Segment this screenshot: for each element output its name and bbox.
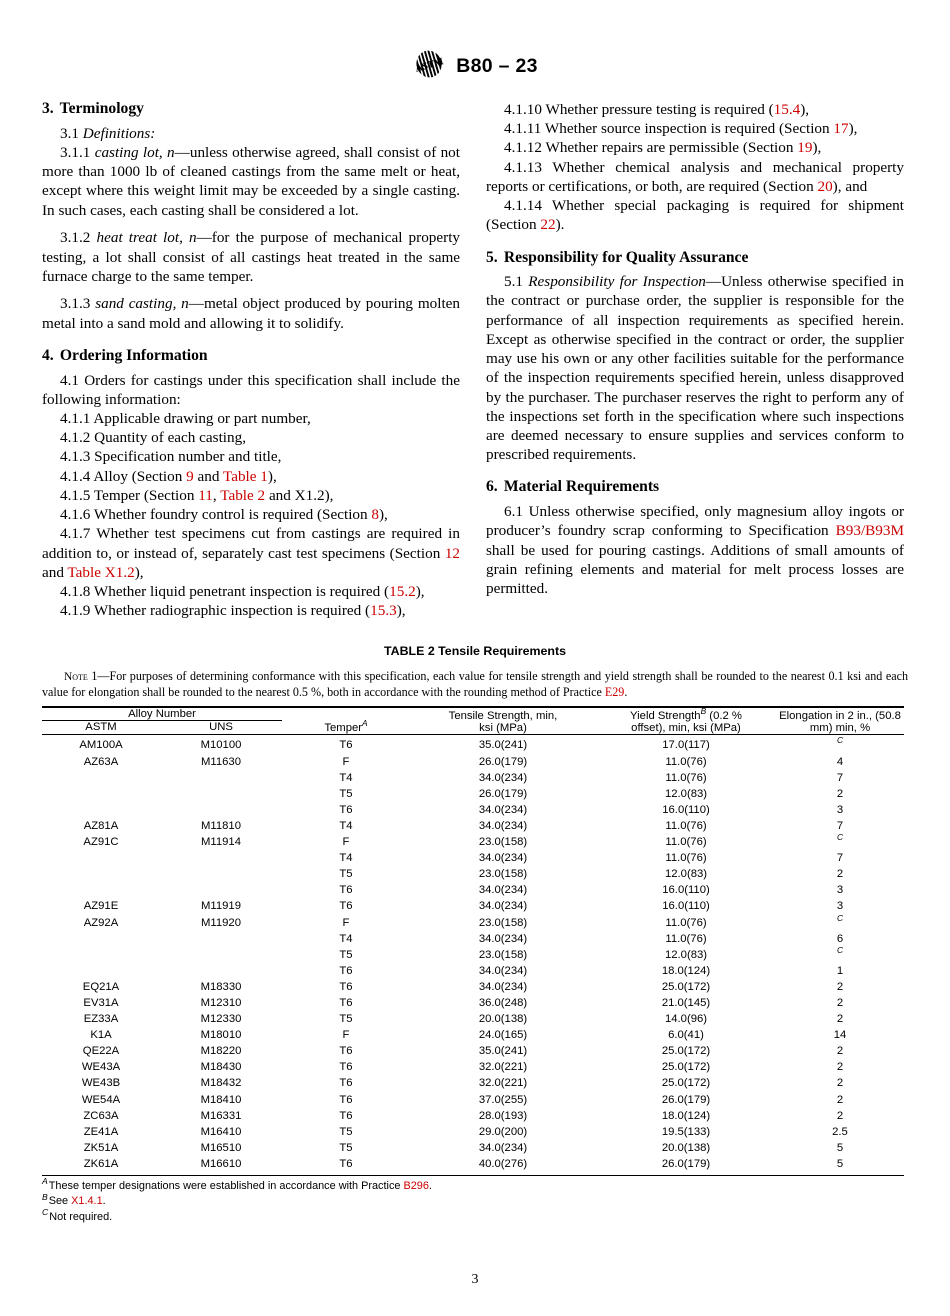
footnote-marker: C [836,735,844,746]
table-row [42,802,904,818]
cell-uns [160,770,282,786]
cell-uns: M11920 [201,916,241,929]
cell-elongation: 2 [836,980,844,993]
cell-elongation: 2 [836,787,844,800]
left-column [42,100,460,620]
cell-elongation: 3 [836,884,844,897]
item-4-1-8: 4.1.8 Whether liquid penetrant inspection is required (15.2), [60,583,425,600]
cell-tensile-strength: 26.0(179) [478,755,528,768]
cell-elongation: 7 [836,852,844,865]
cell-uns: M16510 [200,1141,242,1154]
cell-elongation [776,834,904,850]
cell-yield-strength: 25.0(172) [661,1045,711,1058]
tensile-requirements-table [42,706,904,1177]
item-4-1-14: 4.1.14 Whether special packaging is required for shipment (Section 22). [486,197,904,234]
page-number: 3 [471,1272,479,1287]
cell-elongation: 4 [836,755,844,768]
footnote-marker: C [42,1207,49,1218]
footnote-marker: C [836,912,844,923]
item-4-1-3: 4.1.3 Specification number and title, [60,448,282,466]
column-header-temper: Temper$^A$ [324,718,368,735]
paragraph-3-1: 3.1 Definitions: [60,124,156,142]
link-section-19[interactable]: 19 [797,139,813,157]
link-section-17[interactable]: 17 [833,120,849,138]
cell-yield-strength: 25.0(172) [661,980,711,993]
page-header [0,44,950,88]
cell-tensile-strength: 34.0(234) [478,884,528,897]
cell-temper: T6 [339,1045,353,1058]
footnote-link[interactable]: X1.4.1 [71,1195,103,1208]
cell-uns: M18010 [200,1029,242,1042]
link-section-8[interactable]: 8 [371,506,379,524]
cell-yield-strength: 16.0(110) [662,900,710,913]
cell-astm: ZK61A [83,1157,119,1170]
cell-temper: T6 [339,1061,353,1074]
cell-astm: WE54A [81,1093,121,1106]
astm-logo-icon [412,49,446,84]
cell-astm: EQ21A [82,980,120,993]
cell-yield-strength: 19.5(133) [661,1125,711,1138]
cell-astm [42,867,160,883]
cell-tensile-strength: 36.0(248) [478,996,528,1009]
cell-temper: T5 [339,787,353,800]
table-row [42,915,904,931]
item-4-1-5: 4.1.5 Temper (Section 11, Table 2 and X1.2), [60,486,334,504]
cell-elongation: 2 [836,1077,844,1090]
cell-yield-strength: 26.0(179) [661,1093,711,1106]
section-heading-responsibility-quality-assurance: 5. Responsibility for Quality Assurance [486,248,749,266]
table-header-span-row [42,707,904,721]
cell-yield-strength: 16.0(110) [662,884,710,897]
paragraph-4-1: 4.1 Orders for castings under this specification shall include the following information: [42,371,460,408]
table-row [42,883,904,899]
item-4-1-13: 4.1.13 Whether chemical analysis and mechanical property reports or certifications, or both, are required (Section 20), and [486,158,904,195]
table-body [42,735,904,1176]
cell-yield-strength: 17.0(117) [662,739,710,752]
cell-astm: ZE41A [83,1125,119,1138]
table-2-block [0,644,950,1225]
paragraph-5-1: 5.1 Responsibility for Inspection—Unless otherwise specified in the contract or purchase order, the supplier is responsible for the performance of all inspection requirements as specified herein. Except as otherwise specified in the contract or order, the supplier may use his own or any other facilities suitable for the performance of the inspection requirements specified herein, unless disapproved by the purchaser. The purchaser reserves the right to perform any of the inspections set forth in the specification where such inspections are deemed necessary to ensure supplies and services conform to prescribed requirements. [486,273,904,464]
cell-tensile-strength: 35.0(241) [478,739,528,752]
cell-elongation: 2.5 [832,1125,848,1138]
cell-temper: T6 [339,1093,353,1106]
cell-elongation: 3 [836,803,844,816]
cell-tensile-strength: 32.0(221) [478,1077,528,1090]
column-header-yield-strength: Yield Strength$^B$ (0.2 % offset), min, ksi (MPa) [630,706,742,735]
cell-temper: T6 [339,739,353,752]
cell-yield-strength: 25.0(172) [661,1061,711,1074]
cell-elongation: 6 [836,932,844,945]
cell-tensile-strength: 34.0(234) [478,964,528,977]
cell-yield-strength: 26.0(179) [661,1157,711,1170]
item-4-1-6: 4.1.6 Whether foundry control is required (Section 8), [60,506,388,524]
cell-uns [160,867,282,883]
cell-astm [42,851,160,867]
link-15-3[interactable]: 15.3 [370,602,397,620]
table-row [42,1044,904,1060]
item-4-1-12: 4.1.12 Whether repairs are permissible (Section 19), [504,139,822,157]
link-e29[interactable]: E29 [604,685,625,700]
cell-temper: T5 [339,948,353,961]
cell-tensile-strength: 28.0(193) [478,1109,528,1122]
item-4-1-7: 4.1.7 Whether test specimens cut from castings are required in addition to, or instead of, separately cast test specimens (Section 12 and Table X1.2), [42,525,460,581]
table-row [42,1140,904,1156]
cell-yield-strength: 20.0(138) [661,1141,711,1154]
cell-yield-strength: 18.0(124) [661,1109,711,1122]
cell-yield-strength: 11.0(76) [665,755,707,768]
cell-yield-strength: 11.0(76) [665,932,707,945]
cell-astm [42,963,160,979]
cell-temper: T5 [339,1141,353,1154]
table-row [42,867,904,883]
cell-tensile-strength: 29.0(200) [478,1125,528,1138]
cell-temper: T5 [339,1125,353,1138]
footnote-marker: A [42,1176,48,1187]
table-row [42,1028,904,1044]
cell-tensile-strength: 23.0(158) [478,916,528,929]
table-row [42,834,904,850]
cell-tensile-strength: 34.0(234) [478,900,528,913]
cell-uns [160,883,282,899]
cell-elongation [776,944,904,963]
paragraph-3-1-1: 3.1.1 casting lot, n—unless otherwise agreed, shall consist of not more than 1000 lb of cleaned castings from the same melt or heat, except where this weight limit may be exceeded by a single casting. In such cases, each casting shall be considered a lot. [42,143,461,219]
cell-uns: M11919 [201,900,241,913]
table-row [42,1011,904,1027]
cell-temper: T6 [339,1157,353,1170]
section-heading-material-requirements: 6. Material Requirements [486,478,660,496]
item-4-1-4: 4.1.4 Alloy (Section 9 and Table 1), [60,467,277,485]
cell-elongation: 7 [836,819,844,832]
table-row [42,1124,904,1140]
link-15-4[interactable]: 15.4 [773,101,801,118]
cell-yield-strength: 12.0(83) [664,787,708,800]
link-section-20[interactable]: 20 [817,177,833,195]
cell-temper: T6 [339,964,353,977]
cell-astm: AZ91C [83,836,119,849]
cell-tensile-strength: 34.0(234) [478,803,528,816]
table-footnotes [42,1176,904,1225]
table-row [42,899,904,915]
table-row [42,818,904,834]
cell-uns: M16410 [200,1125,242,1138]
cell-temper: T6 [339,803,353,816]
cell-elongation: 2 [836,1045,844,1058]
cell-elongation: 2 [836,1013,844,1026]
table-note: Note 1—For purposes of determining conformance with this specification, each value for tensile strength and yield strength shall be rounded to the nearest 0.1 ksi and each value for elongation shall be rounded to the nearest 0.5 %, both in accordance with the rounding method of Practice E29. [42,669,908,700]
table-row [42,979,904,995]
table-head [42,707,904,735]
footnote-marker: B [42,1191,48,1202]
cell-temper: T5 [339,868,353,881]
document-page [0,44,950,1316]
cell-temper: T4 [339,852,353,865]
cell-astm: AZ92A [83,916,119,929]
cell-yield-strength: 25.0(172) [661,1077,711,1090]
cell-tensile-strength: 34.0(234) [478,1141,528,1154]
link-section-9[interactable]: 9 [186,467,194,485]
table-row [42,1156,904,1175]
cell-tensile-strength: 40.0(276) [478,1157,528,1170]
link-section-22[interactable]: 22 [540,216,556,234]
cell-tensile-strength: 34.0(234) [478,980,528,993]
paragraph-3-1-2: 3.1.2 heat treat lot, n—for the purpose of mechanical property testing, a lot shall consist of all castings heat treated in the same furnace charge to the same temper. [42,229,461,285]
paragraph-6-1: 6.1 Unless otherwise specified, only magnesium alloy ingots or producer’s foundry scrap conforming to Specification B93/B93M shall be used for pouring castings. Additions of small amounts of grain refining elements and material for melt process losses are permitted. [486,503,904,597]
cell-yield-strength: 18.0(124) [661,964,711,977]
cell-astm: AZ91E [83,900,119,913]
cell-temper: T6 [339,980,353,993]
cell-astm [42,931,160,947]
item-4-1-9: 4.1.9 Whether radiographic inspection is required (15.3), [60,602,406,620]
cell-astm [42,883,160,899]
cell-astm: EZ33A [83,1013,119,1026]
cell-astm [42,770,160,786]
svg-text:ASTM: ASTM [414,55,446,75]
cell-uns: M10100 [200,739,242,752]
link-table-1[interactable]: Table 1 [222,467,268,485]
cell-elongation: 2 [836,868,844,881]
cell-uns [160,802,282,818]
link-table-2[interactable]: Table 2 [220,486,266,504]
table-row [42,1060,904,1076]
cell-elongation: 5 [836,1141,844,1154]
standard-designation: B80 – 23 [456,54,538,77]
cell-tensile-strength: 34.0(234) [478,932,528,945]
table-row [42,851,904,867]
cell-yield-strength: 12.0(83) [664,948,708,961]
cell-tensile-strength: 26.0(179) [478,787,528,800]
cell-astm: ZK51A [83,1141,119,1154]
cell-uns: M11630 [201,755,241,768]
cell-temper: F [342,916,350,929]
cell-astm [42,802,160,818]
cell-astm: ZC63A [83,1109,119,1122]
cell-tensile-strength: 20.0(138) [478,1013,528,1026]
cell-uns: M18220 [200,1045,242,1058]
cell-astm: AZ63A [83,755,119,768]
cell-astm: K1A [90,1029,112,1042]
table-row [42,1092,904,1108]
table-row [42,770,904,786]
cell-yield-strength: 16.0(110) [662,803,710,816]
cell-temper: T4 [339,771,353,784]
cell-tensile-strength: 32.0(221) [478,1061,528,1074]
cell-elongation: 2 [836,1061,844,1074]
cell-astm [42,947,160,963]
cell-elongation [776,735,904,754]
link-b93-b93m[interactable]: B93/B93M [835,522,904,540]
cell-astm: AM100A [79,739,123,752]
item-4-1-1: 4.1.1 Applicable drawing or part number, [60,410,311,428]
footnote-marker: C [836,832,844,843]
cell-uns: M18430 [200,1061,242,1074]
cell-temper: F [342,755,350,768]
cell-elongation: 1 [836,964,844,977]
cell-elongation: 7 [836,771,844,784]
table-row [42,995,904,1011]
table-row [42,1108,904,1124]
cell-yield-strength: 11.0(76) [665,836,707,849]
item-4-1-2: 4.1.2 Quantity of each casting, [60,429,246,447]
table-row [42,963,904,979]
cell-yield-strength: 11.0(76) [665,852,707,865]
cell-elongation [776,912,904,931]
cell-yield-strength: 11.0(76) [665,771,707,784]
cell-uns: M18410 [200,1093,242,1106]
cell-temper: T6 [339,900,353,913]
paragraph-3-1-3: 3.1.3 sand casting, n—metal object produced by pouring molten metal into a sand mold and allowing it to solidify. [42,295,460,332]
cell-temper: T6 [339,884,353,897]
table-footnote: $^B$See X1.4.1. [42,1191,106,1208]
cell-tensile-strength: 23.0(158) [478,948,528,961]
column-header-alloy-number: Alloy Number [42,707,282,721]
item-4-1-10: 4.1.10 Whether pressure testing is required (15.4), [504,101,810,118]
cell-uns: M11914 [201,836,241,849]
cell-temper: T6 [339,1109,353,1122]
cell-uns: M11810 [201,819,241,832]
cell-astm: QE22A [82,1045,120,1058]
cell-astm: EV31A [83,996,119,1009]
cell-yield-strength: 14.0(96) [664,1013,708,1026]
cell-elongation: 2 [836,1093,844,1106]
section-heading-ordering-information: 4. Ordering Information [42,346,208,364]
table-row [42,931,904,947]
cell-temper: F [342,836,350,849]
cell-uns [160,931,282,947]
cell-temper: F [342,1029,350,1042]
column-header-uns: UNS [209,720,233,733]
cell-elongation: 3 [836,900,844,913]
cell-yield-strength: 12.0(83) [664,868,708,881]
footnote-link[interactable]: B296 [403,1180,429,1192]
cell-yield-strength: 11.0(76) [665,819,707,832]
table-row [42,786,904,802]
cell-tensile-strength: 34.0(234) [478,819,528,832]
table-footnote: $^C$Not required. [42,1207,113,1223]
cell-elongation: 2 [836,1109,844,1122]
cell-uns [160,786,282,802]
cell-tensile-strength: 34.0(234) [478,852,528,865]
cell-yield-strength: 11.0(76) [665,916,707,929]
table-row [42,735,904,754]
cell-uns [160,851,282,867]
section-heading-terminology: 3. Terminology [42,100,144,117]
link-table-x1-2[interactable]: Table X1.2 [67,563,135,581]
table-title: TABLE 2 Tensile Requirements [384,644,566,659]
cell-temper: T6 [339,996,353,1009]
cell-yield-strength: 21.0(145) [661,996,711,1009]
column-header-elongation: Elongation in 2 in., (50.8 mm) min, % [779,710,901,735]
link-15-2[interactable]: 15.2 [389,583,416,600]
cell-astm: WE43B [81,1077,121,1090]
cell-tensile-strength: 34.0(234) [478,771,528,784]
column-header-tensile-strength: Tensile Strength, min, ksi (MPa) [448,710,558,735]
right-column [486,100,904,620]
item-4-1-11: 4.1.11 Whether source inspection is required (Section 17), [504,120,858,138]
table-row [42,754,904,770]
cell-uns: M16610 [200,1157,242,1170]
cell-uns: M12310 [200,996,242,1009]
cell-astm: AZ81A [83,819,119,832]
column-header-astm: ASTM [85,720,117,733]
cell-elongation: 5 [836,1157,844,1170]
cell-uns: M12330 [200,1013,242,1026]
link-section-11[interactable]: 11 [198,486,213,504]
cell-uns [160,963,282,979]
table-row [42,1076,904,1092]
cell-elongation: 14 [833,1029,847,1042]
cell-uns: M16331 [200,1109,242,1122]
cell-tensile-strength: 35.0(241) [478,1045,528,1058]
cell-temper: T4 [339,932,353,945]
cell-uns [160,947,282,963]
cell-tensile-strength: 23.0(158) [478,836,528,849]
table-row [42,947,904,963]
cell-tensile-strength: 24.0(165) [478,1029,528,1042]
cell-elongation: 2 [836,996,844,1009]
cell-uns: M18432 [200,1077,242,1090]
cell-temper: T5 [339,1013,353,1026]
link-section-12[interactable]: 12 [444,544,460,562]
cell-tensile-strength: 23.0(158) [478,868,528,881]
cell-temper: T4 [339,819,353,832]
cell-yield-strength: 6.0(41) [668,1029,704,1042]
cell-tensile-strength: 37.0(255) [478,1093,528,1106]
cell-temper: T6 [339,1077,353,1090]
footnote-marker: C [836,944,844,955]
table-footnote: $^A$These temper designations were established in accordance with Practice B296. [42,1176,432,1192]
cell-astm: WE43A [81,1061,121,1074]
cell-uns: M18330 [200,980,242,993]
body-columns [0,100,950,620]
cell-astm [42,786,160,802]
